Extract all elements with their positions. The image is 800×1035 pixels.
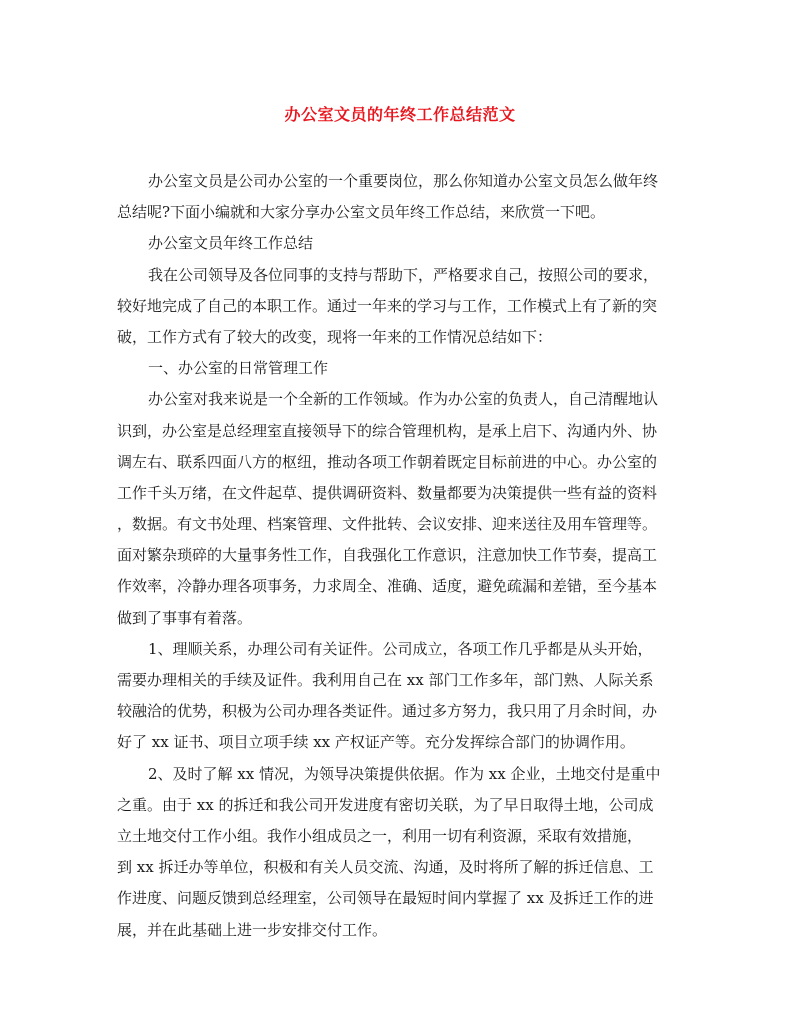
- body-text-line: 立土地交付工作小组。我作小组成员之一，利用一切有利资源，采取有效措施，: [117, 826, 643, 845]
- body-text-line: 好了 xx 证书、项目立项手续 xx 产权证产等。充分发挥综合部门的协调作用。: [117, 733, 635, 752]
- body-text-line: 办公室文员是公司办公室的一个重要岗位，那么你知道办公室文员怎么做年终: [148, 172, 659, 190]
- body-text-line: 破，工作方式有了较大的改变，现将一年来的工作情况总结如下：: [117, 327, 553, 346]
- body-text-line: 识到，办公室是总经理室直接领导下的综合管理机构，是承上启下、沟通内外、协: [117, 421, 658, 440]
- document-title: 办公室文员的年终工作总结范文: [284, 105, 516, 124]
- document-body: [117, 166, 682, 946]
- body-text-line: 面对繁杂琐碎的大量事务性工作，自我强化工作意识，注意加快工作节奏，提高工: [117, 546, 658, 565]
- body-text-line: 总结呢?下面小编就和大家分享办公室文员年终工作总结，来欣赏一下吧。: [117, 203, 606, 222]
- body-text-line: 较融洽的优势，积极为公司办理各类证件。通过多方努力，我只用了月余时间，办: [117, 702, 658, 721]
- body-text-line: 调左右、联系四面八方的枢纽，推动各项工作朝着既定目标前进的中心。办公室的: [117, 452, 658, 471]
- body-text-line: 作进度、问题反馈到总经理室，公司领导在最短时间内掌握了 xx 及拆迁工作的进: [117, 889, 654, 908]
- body-text-line: 之重。由于 xx 的拆迁和我公司开发进度有密切关联，为了早日取得土地，公司成: [117, 795, 654, 814]
- body-text-line: 到 xx 拆迁办等单位，积极和有关人员交流、沟通，及时将所了解的拆迁信息、工: [117, 858, 654, 877]
- body-text-line: 办公室对我来说是一个全新的工作领域。作为办公室的负责人，自己清醒地认: [148, 390, 659, 409]
- body-text-line: 做到了事事有着落。: [117, 608, 253, 627]
- body-text-line: 需要办理相关的手续及证件。我利用自己在 xx 部门工作多年，部门熟、人际关系: [117, 671, 654, 689]
- body-text-line: 一、办公室的日常管理工作: [148, 359, 329, 378]
- body-text-line: 展，并在此基础上进一步安排交付工作。: [117, 920, 388, 939]
- body-text-line: 较好地完成了自己的本职工作。通过一年来的学习与工作，工作模式上有了新的突: [117, 296, 658, 315]
- body-text-line: 工作千头万绪，在文件起草、提供调研资料、数量都要为决策提供一些有益的资料: [117, 483, 658, 502]
- body-text-line: ，数据。有文书处理、档案管理、文件批转、会议安排、迎来送往及用车管理等。: [117, 515, 658, 534]
- body-text-line: 办公室文员年终工作总结: [148, 234, 314, 253]
- body-text-line: 2、及时了解 xx 情况，为领导决策提供依据。作为 xx 企业，土地交付是重中: [148, 764, 661, 783]
- body-text-line: 我在公司领导及各位同事的支持与帮助下，严格要求自己，按照公司的要求，: [148, 265, 659, 284]
- body-text-line: 1、理顺关系，办理公司有关证件。公司成立，各项工作几乎都是从头开始，: [148, 639, 653, 658]
- body-text-line: 作效率，冷静办理各项事务，力求周全、准确、适度，避免疏漏和差错，至今基本: [117, 577, 658, 596]
